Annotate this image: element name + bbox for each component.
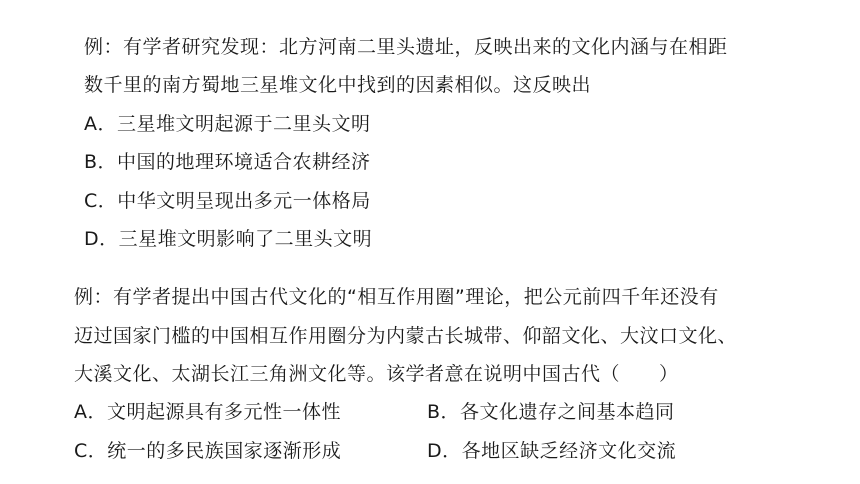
q2-option-b: B．各文化遗存之间基本趋同	[427, 401, 675, 423]
q2-option-d: D．各地区缺乏经济文化交流	[427, 440, 677, 462]
q2-stem-line-2: 迈过国家门槛的中国相互作用圈分为内蒙古长城带、仰韶文化、大汶口文化、	[74, 325, 738, 347]
q1-option-d: D．三星堆文明影响了二里头文明	[84, 228, 373, 250]
q2-stem-line-1: 例：有学者提出中国古代文化的“相互作用圈”理论，把公元前四千年还没有	[74, 286, 719, 308]
q1-option-a: A．三星堆文明起源于二里头文明	[84, 113, 371, 135]
q1-stem-line-2: 数千里的南方蜀地三星堆文化中找到的因素相似。这反映出	[84, 74, 592, 96]
q1-option-b: B．中国的地理环境适合农耕经济	[84, 151, 371, 173]
q2-stem-line-3: 大溪文化、太湖长江三角洲文化等。该学者意在说明中国古代（ ）	[74, 363, 679, 385]
q2-option-c: C．统一的多民族国家逐渐形成	[74, 440, 342, 462]
q1-option-c: C．中华文明呈现出多元一体格局	[84, 190, 371, 212]
q1-stem-line-1: 例：有学者研究发现：北方河南二里头遗址，反映出来的文化内涵与在相距	[84, 36, 728, 58]
q2-option-a: A．文明起源具有多元性一体性	[74, 401, 341, 423]
